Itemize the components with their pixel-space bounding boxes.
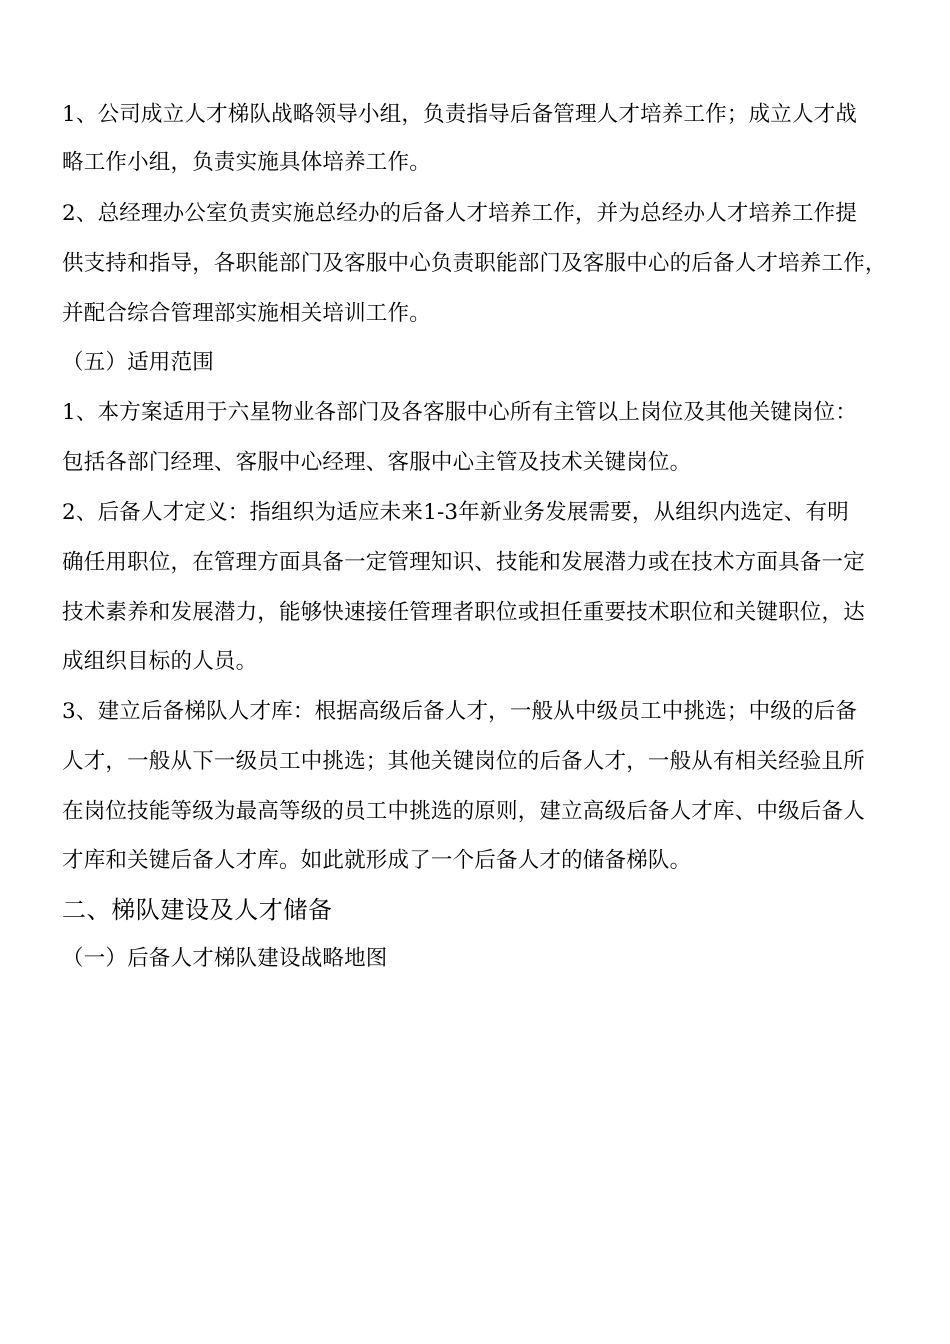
paragraph-line: 人才，一般从下一级员工中挑选；其他关键岗位的后备人才，一般从有相关经验且所 xyxy=(62,749,865,774)
paragraph-line: 在岗位技能等级为最高等级的员工中挑选的原则，建立高级后备人才库、中级后备人 xyxy=(62,799,865,824)
paragraph-line: 供支持和指导，各职能部门及客服中心负责职能部门及客服中心的后备人才培养工作， xyxy=(62,251,887,276)
paragraph-line: 2、总经理办公室负责实施总经办的后备人才培养工作，并为总经办人才培养工作提 xyxy=(62,201,858,226)
paragraph-line: 3、建立后备梯队人才库：根据高级后备人才，一般从中级员工中挑选；中级的后备 xyxy=(62,699,858,724)
paragraph-line: 确任用职位，在管理方面具备一定管理知识、技能和发展潜力或在技术方面具备一定 xyxy=(62,550,865,575)
chapter-heading: 二、梯队建设及人才储备 xyxy=(62,896,333,924)
paragraph-line: 并配合综合管理部实施相关培训工作。 xyxy=(62,301,431,326)
section-heading: （五）适用范围 xyxy=(62,350,214,375)
paragraph-line: 成组织目标的人员。 xyxy=(62,649,258,674)
paragraph-line: 1、本方案适用于六星物业各部门及各客服中心所有主管以上岗位及其他关键岗位： xyxy=(62,400,858,425)
paragraph-line: 才库和关键后备人才库。如此就形成了一个后备人才的储备梯队。 xyxy=(62,848,692,873)
paragraph-line: 1、公司成立人才梯队战略领导小组，负责指导后备管理人才培养工作；成立人才战 xyxy=(62,102,858,127)
section-heading: （一）后备人才梯队建设战略地图 xyxy=(62,946,388,971)
paragraph-line: 技术素养和发展潜力，能够快速接任管理者职位或担任重要技术职位和关键职位，达 xyxy=(62,600,865,625)
paragraph-line: 2、后备人才定义：指组织为适应未来1-3年新业务发展需要，从组织内选定、有明 xyxy=(62,500,849,525)
paragraph-line: 包括各部门经理、客服中心经理、客服中心主管及技术关键岗位。 xyxy=(62,450,692,475)
paragraph-line: 略工作小组，负责实施具体培养工作。 xyxy=(62,150,431,175)
